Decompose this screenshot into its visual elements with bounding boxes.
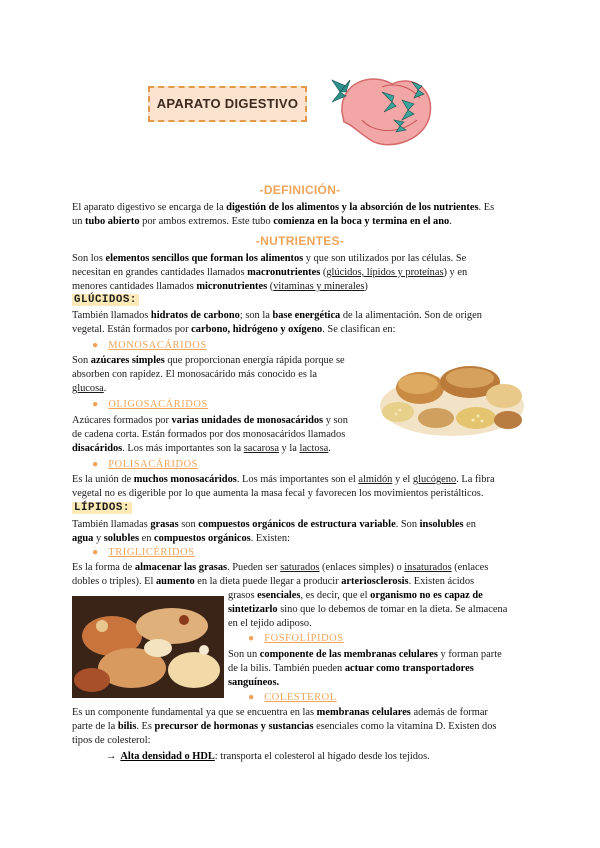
bullet-fosfolipidos: ● FOSFOLÍPIDOS <box>248 633 344 644</box>
nutrientes-line-2: necesitan en grandes cantidades llamados macronutrientes (glúcidos, lípidos y proteínas) y en <box>72 267 468 278</box>
coles-line-3: tipos de colesterol: <box>72 735 151 746</box>
trig-line-2: dobles o triples). El aumento en la dieta puede llegar a producir arteriosclerosis. Existen ácidos <box>72 576 475 587</box>
oligo-line-3: disacáridos. Los más importantes son la sacarosa y la lactosa. <box>72 443 331 454</box>
trig-line-5: en el tejido adiposo. <box>228 618 312 629</box>
definicion-line-1: El aparato digestivo se encarga de la digestión de los alimentos y la absorción de los nutrientes. Es <box>72 202 495 213</box>
bullet-oligosacaridos: ● OLIGOSACÁRIDOS <box>92 399 208 410</box>
bullet-colesterol: ● COLESTEROL <box>248 692 337 703</box>
oligo-line-2: de cadena corta. Están formados por dos monosacáridos llamados <box>72 429 346 440</box>
stomach-illustration <box>322 62 442 152</box>
glucidos-line-1: También llamados hidratos de carbono; son la base energética de la alimentación. Son de origen <box>72 310 482 321</box>
section-title-nutrientes: -NUTRIENTES- <box>255 234 345 248</box>
fatty-foods-photo <box>72 596 224 698</box>
coles-line-2: parte de la bilis. Es precursor de hormonas y sustancias esenciales como la vitamina D. Existen dos <box>72 721 497 732</box>
nutrientes-line-1: Son los elementos sencillos que forman los alimentos y que son utilizados por las células. Se <box>72 253 467 264</box>
nutrientes-line-3: menores cantidades llamados micronutrientes (vitaminas y minerales) <box>72 281 368 292</box>
mono-line-3: glucosa. <box>72 383 107 394</box>
arrow-icon: → <box>106 751 117 762</box>
coles-line-4: → Alta densidad o HDL: transporta el colesterol al hígado desde los tejidos. <box>106 751 430 762</box>
page-title: APARATO DIGESTIVO <box>156 96 299 111</box>
carbohydrate-foods-photo <box>378 346 526 438</box>
trig-line-3: grasos esenciales, es decir, que el organismo no es capaz de <box>228 590 483 601</box>
bullet-polisacaridos: ● POLISACÁRIDOS <box>92 459 199 470</box>
mono-line-1: Son azúcares simples que proporcionan energía rápida porque se <box>72 355 345 366</box>
definicion-line-2: un tubo abierto por ambos extremos. Este tubo comienza en la boca y termina en el ano. <box>72 216 452 227</box>
glucidos-line-2: vegetal. Están formados por carbono, hidrógeno y oxígeno. Se clasifican en: <box>72 324 396 335</box>
oligo-line-1: Azúcares formados por varias unidades de monosacáridos y son <box>72 415 348 426</box>
trig-line-4: sintetizarlo sino que lo debemos de tomar en la dieta. Se almacena <box>228 604 508 615</box>
heading-glucidos: GLÚCIDOS: <box>74 294 137 306</box>
fosfo-line-3: sanguíneos. <box>228 677 280 688</box>
bullet-monosacaridos: ● MONOSACÁRIDOS <box>92 340 207 351</box>
fosfo-line-2: de la bilis. También pueden actuar como transportadores <box>228 663 474 674</box>
section-title-definicion: -DEFINICIÓN- <box>259 183 341 197</box>
lipidos-line-2: agua y solubles en compuestos orgánicos. Existen: <box>72 533 290 544</box>
lipidos-line-1: También llamadas grasas son compuestos orgánicos de estructura variable. Son insolubles en <box>72 519 476 530</box>
bullet-trigliceridos: ● TRIGLICÉRIDOS <box>92 547 195 558</box>
heading-lipidos: LÍPIDOS: <box>74 502 130 514</box>
poli-line-1: Es la unión de muchos monosacáridos. Los más importantes son el almidón y el glucógeno. La fibra <box>72 474 495 485</box>
poli-line-2: vegetal no es digerible por lo que aumenta la masa fecal y favorecen los movimientos peristálticos. <box>72 488 484 499</box>
mono-line-2: absorben con rapidez. El monosacárido más conocido es la <box>72 369 317 380</box>
coles-line-1: Es un componente fundamental ya que se encuentra en las membranas celulares además de formar <box>72 707 488 718</box>
trig-line-1: Es la forma de almacenar las grasas. Pueden ser saturados (enlaces simples) o insaturados (enlaces <box>72 562 489 573</box>
title-banner <box>148 86 307 122</box>
fosfo-line-1: Son un componente de las membranas celulares y forman parte <box>228 649 502 660</box>
